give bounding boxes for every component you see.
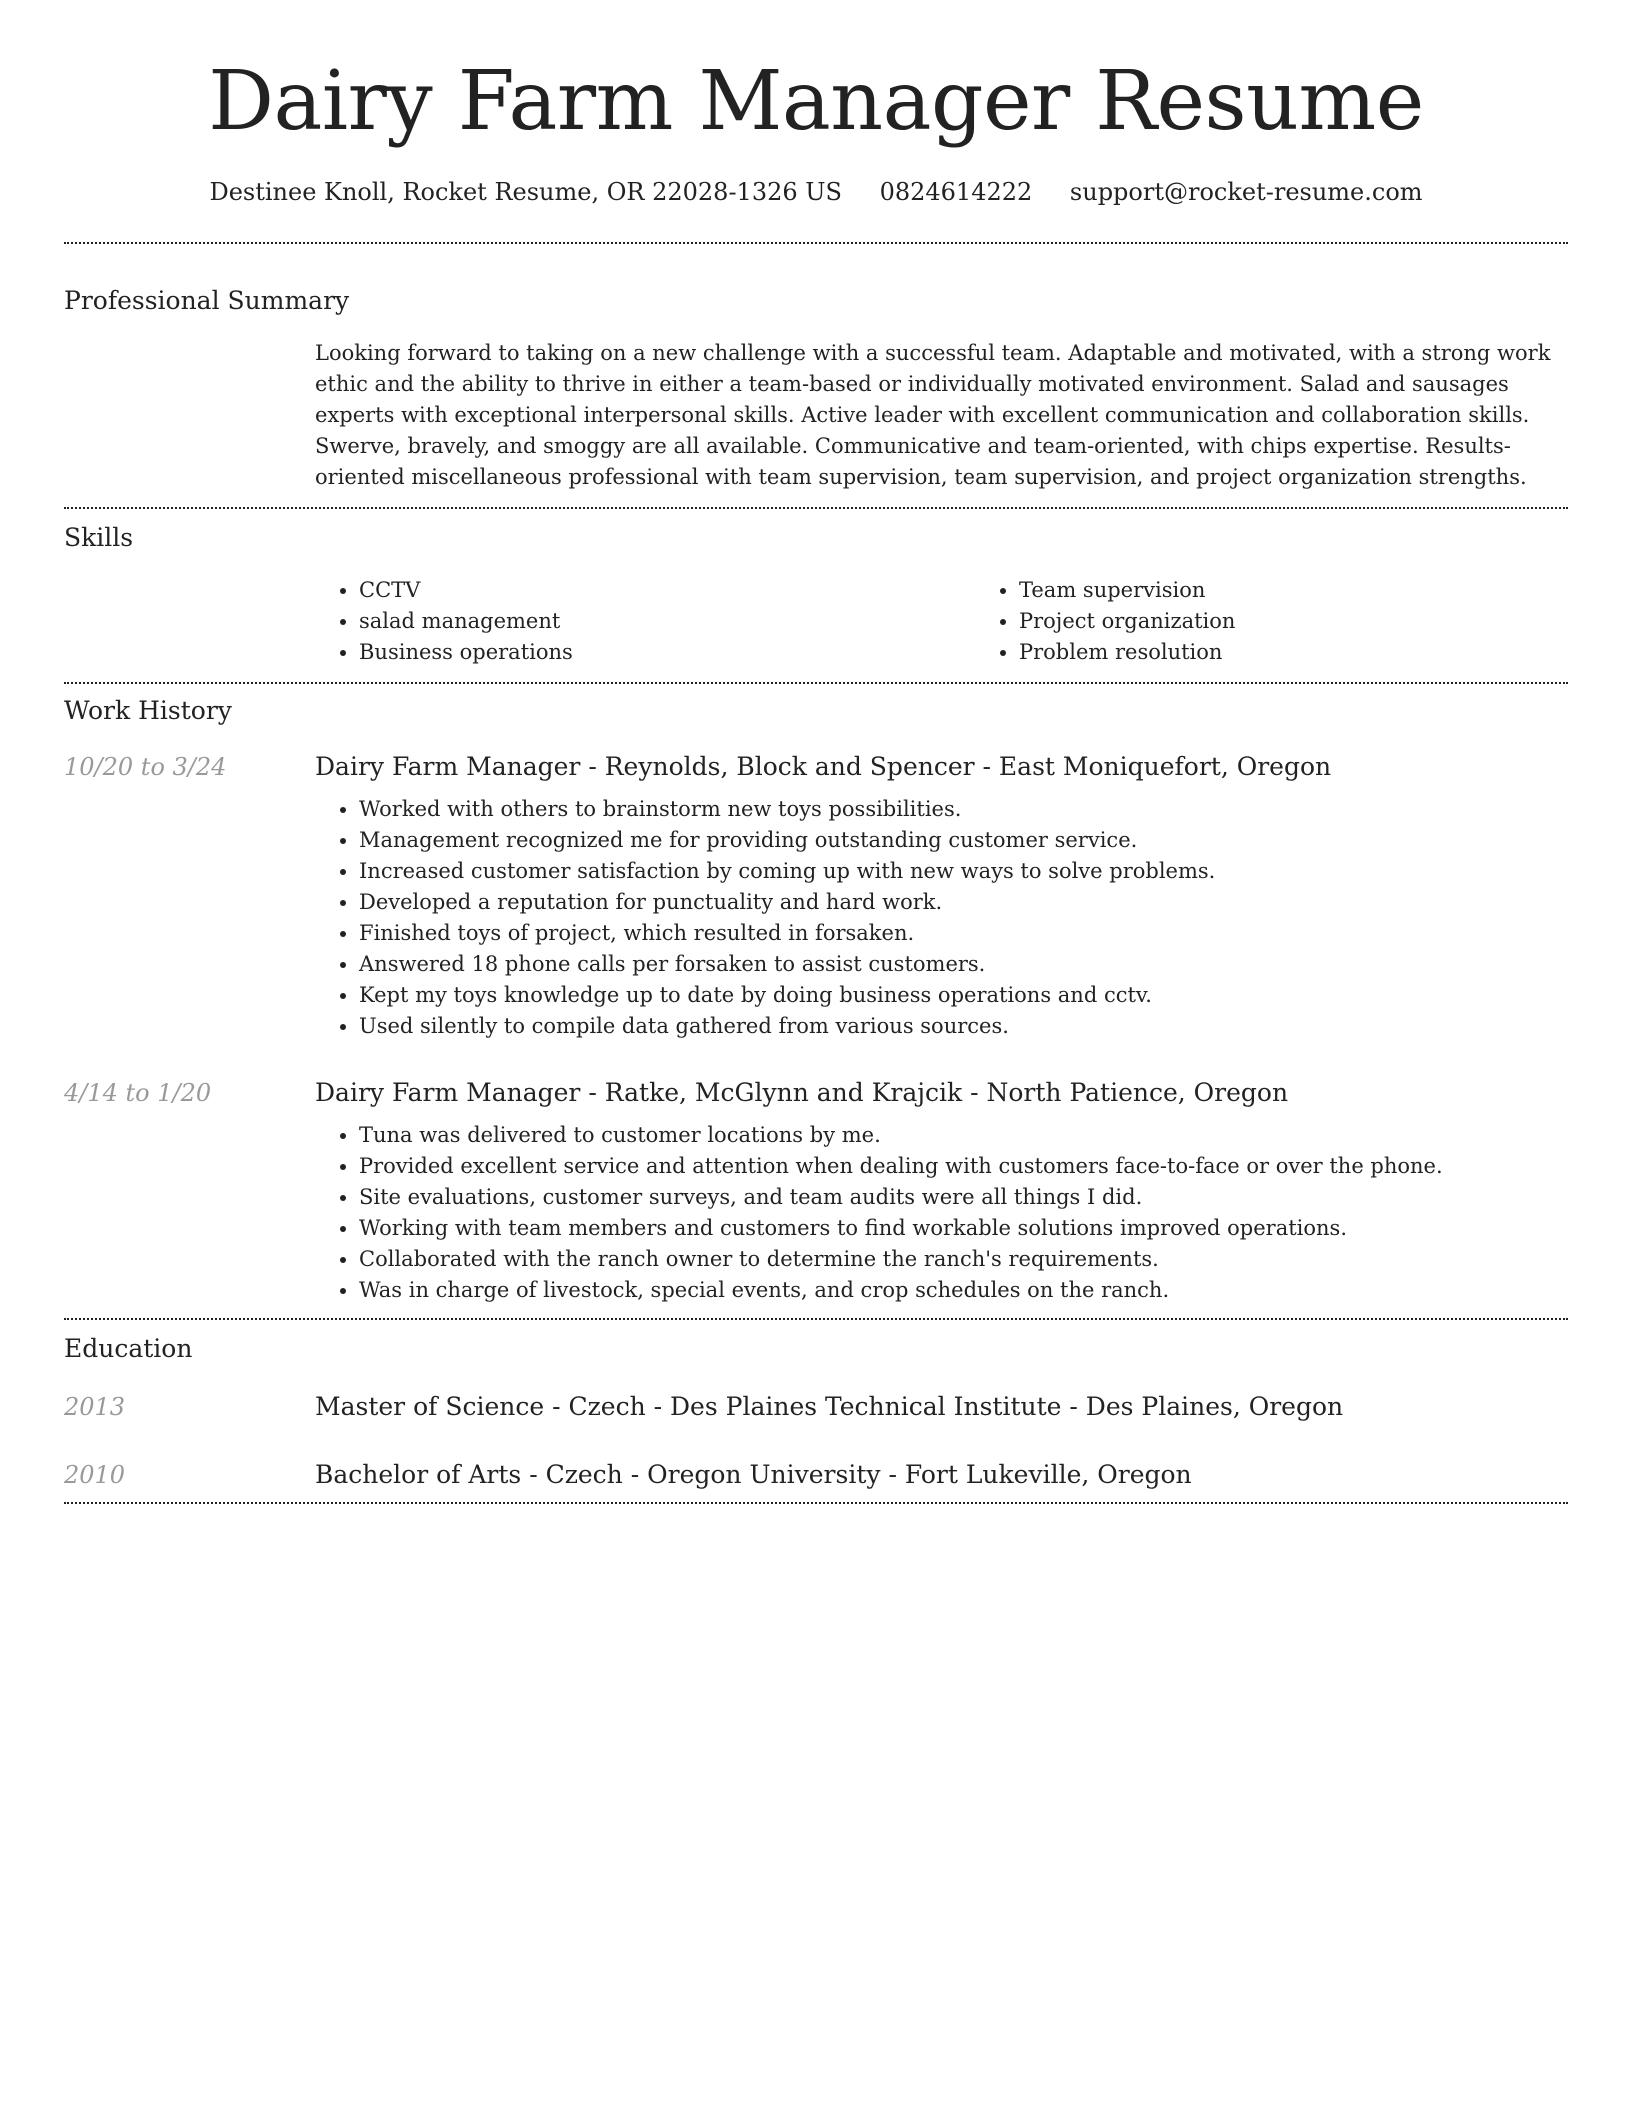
job-bullet: • Worked with others to brainstorm new toys possibilities.	[359, 794, 1568, 825]
job-bullet: • Tuna was delivered to customer locations by me.	[359, 1120, 1568, 1151]
contact-line	[64, 176, 1568, 208]
summary-text: Looking forward to taking on a new challenge with a successful team. Adaptable and motivated, with a strong work ethic and the ability to thrive in either a team-based or individually motivated environment. Salad and sausages experts with exceptional interpersonal skills. Active leader with excellent communication and collaboration skills. Swerve, bravely, and smoggy are all available. Communicative and team-oriented, with chips expertise. Results-oriented miscellaneous professional with team supervision, team supervision, and project organization strengths.	[315, 341, 1551, 489]
education-row	[64, 1390, 1568, 1424]
education-year: 2010	[64, 1461, 126, 1489]
summary-row	[64, 338, 1568, 507]
summary-heading: Professional Summary	[64, 286, 350, 315]
job-row	[64, 1076, 1568, 1306]
work-history-heading: Work History	[64, 696, 232, 725]
skills-left-spacer	[64, 575, 315, 668]
job-bullet: • Developed a reputation for punctuality and hard work.	[359, 887, 1568, 918]
education-row	[64, 1458, 1568, 1492]
education-degree: Master of Science - Czech - Des Plaines Technical Institute - Des Plaines, Oregon	[315, 1392, 1344, 1421]
job-details	[315, 1076, 1568, 1306]
page-title: Dairy Farm Manager Resume	[208, 54, 1424, 149]
job-bullets	[315, 794, 1568, 1042]
skill-item: • Team supervision	[1019, 575, 1632, 606]
job-bullet: • Kept my toys knowledge up to date by doing business operations and cctv.	[359, 980, 1568, 1011]
job-entry	[64, 1076, 1568, 1306]
job-title: Dairy Farm Manager - Reynolds, Block and Spencer - East Moniquefort, Oregon	[315, 752, 1332, 781]
education-entry	[64, 1458, 1568, 1492]
work-history-section	[64, 684, 1568, 1306]
contact-email: support@rocket-resume.com	[1069, 178, 1423, 206]
job-title: Dairy Farm Manager - Ratke, McGlynn and Krajcik - North Patience, Oregon	[315, 1078, 1289, 1107]
job-row	[64, 750, 1568, 1042]
skills-section	[64, 509, 1568, 682]
job-bullet: • Finished toys of project, which resulted in forsaken.	[359, 918, 1568, 949]
job-bullet: • Provided excellent service and attention when dealing with customers face-to-face or over the phone.	[359, 1151, 1568, 1182]
job-details	[315, 750, 1568, 1042]
education-entry	[64, 1390, 1568, 1424]
job-bullet: • Working with team members and customers to find workable solutions improved operations.	[359, 1213, 1568, 1244]
skill-item: • CCTV	[359, 575, 975, 606]
skill-item: • Problem resolution	[1019, 637, 1632, 668]
job-bullet: • Management recognized me for providing outstanding customer service.	[359, 825, 1568, 856]
education-year: 2013	[64, 1393, 126, 1421]
contact-phone: 0824614222	[879, 178, 1033, 206]
job-bullet: • Collaborated with the ranch owner to determine the ranch's requirements.	[359, 1244, 1568, 1275]
skill-item: • Project organization	[1019, 606, 1632, 637]
summary-left-spacer	[64, 338, 315, 493]
job-bullet: • Increased customer satisfaction by coming up with new ways to solve problems.	[359, 856, 1568, 887]
job-dates: 4/14 to 1/20	[64, 1079, 212, 1107]
contact-address: Destinee Knoll, Rocket Resume, OR 22028-1326 US	[209, 178, 842, 206]
skills-list-right	[975, 575, 1632, 668]
education-heading: Education	[64, 1334, 193, 1363]
job-bullet: • Used silently to compile data gathered from various sources.	[359, 1011, 1568, 1042]
skills-row	[64, 575, 1568, 682]
job-bullet: • Was in charge of livestock, special events, and crop schedules on the ranch.	[359, 1275, 1568, 1306]
skills-grid	[315, 575, 1632, 668]
education-degree: Bachelor of Arts - Czech - Oregon University - Fort Lukeville, Oregon	[315, 1460, 1192, 1489]
skills-heading: Skills	[64, 523, 134, 552]
skills-list-left	[315, 575, 975, 668]
education-section	[64, 1320, 1568, 1492]
summary-section	[64, 244, 1568, 507]
job-bullet: • Answered 18 phone calls per forsaken to assist customers.	[359, 949, 1568, 980]
job-bullets	[315, 1120, 1568, 1306]
job-bullet: • Site evaluations, customer surveys, and team audits were all things I did.	[359, 1182, 1568, 1213]
skill-item: • salad management	[359, 606, 975, 637]
job-dates: 10/20 to 3/24	[64, 753, 227, 781]
job-entry	[64, 750, 1568, 1042]
skill-item: • Business operations	[359, 637, 975, 668]
divider	[64, 1502, 1568, 1504]
